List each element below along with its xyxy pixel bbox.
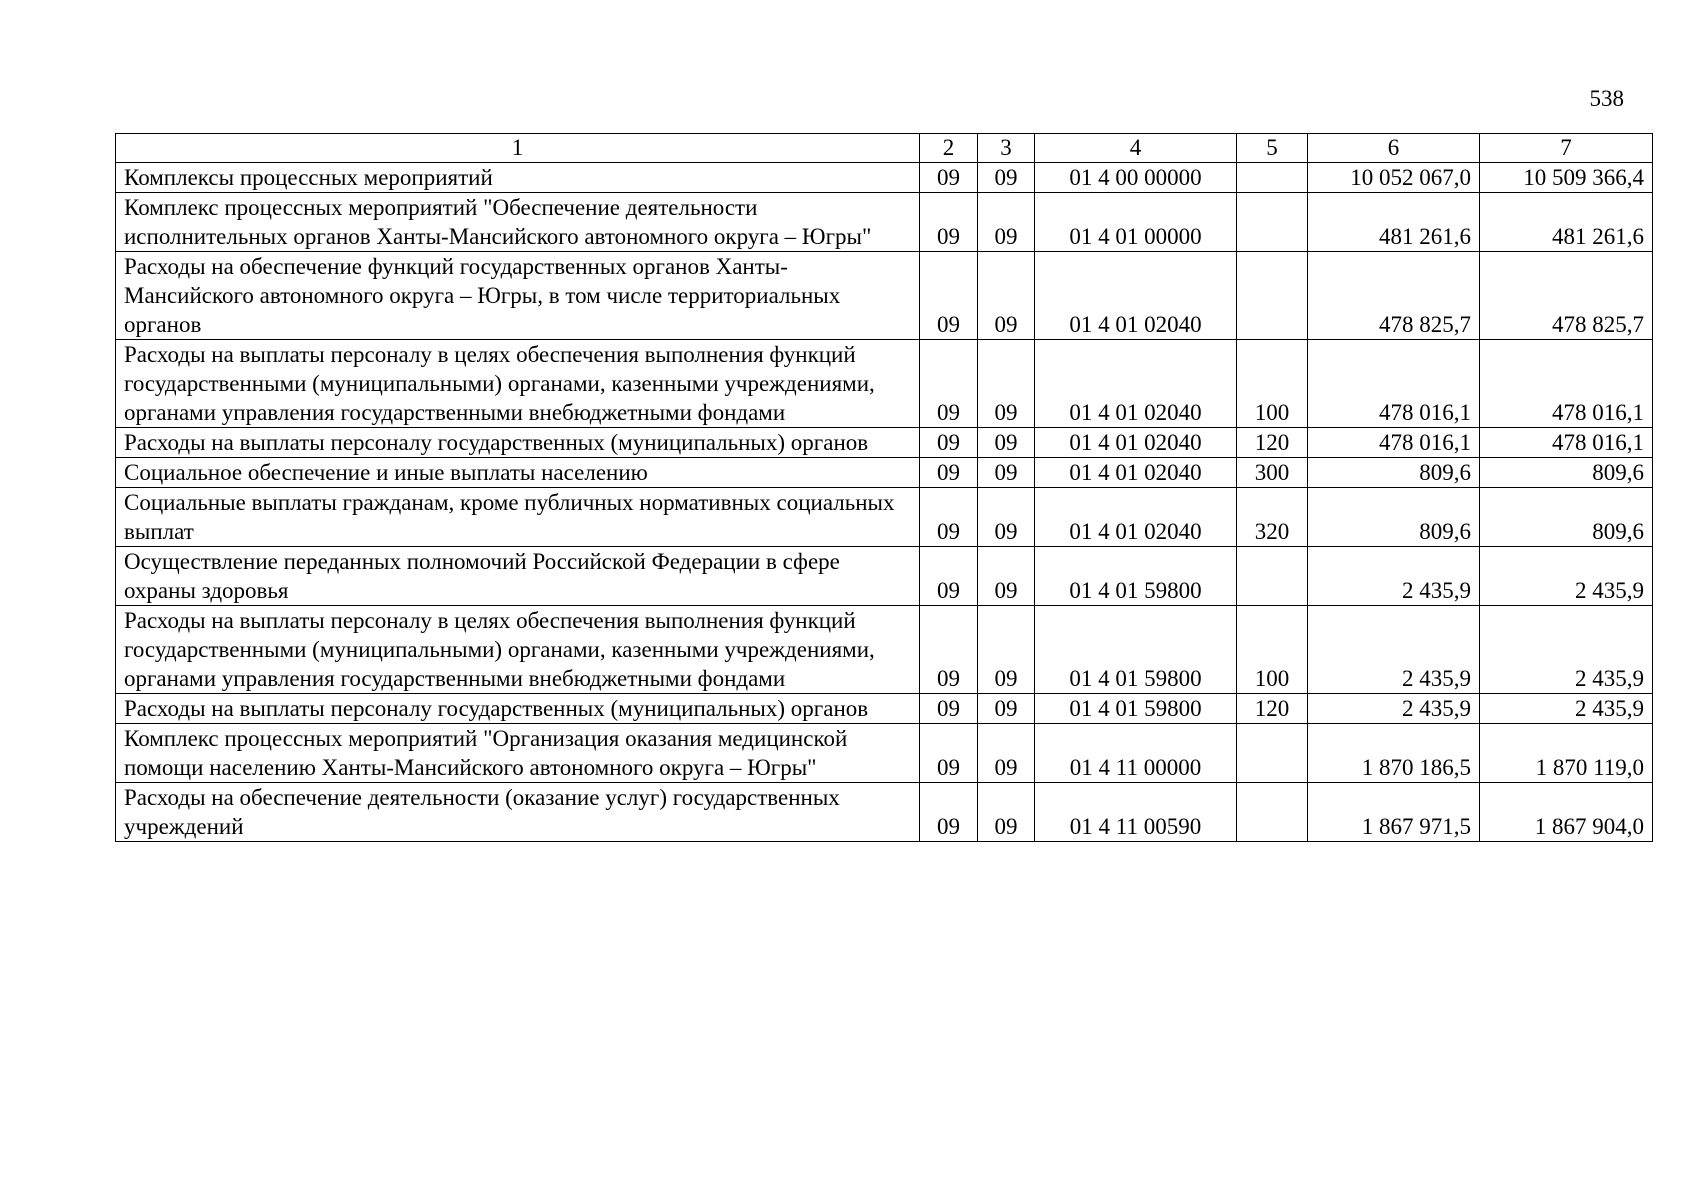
row-name-cell: Комплекс процессных мероприятий "Организация оказания медицинской помощи населению Ханты-Мансийского автономного округа – Югры" — [116, 724, 920, 783]
header-cell: 7 — [1480, 134, 1653, 163]
table-row — [116, 252, 1653, 340]
header-cell: 1 — [116, 134, 920, 163]
expense-type-cell: 120 — [1237, 428, 1308, 458]
row-name-cell: Социальные выплаты гражданам, кроме публичных нормативных социальных выплат — [116, 488, 920, 547]
amount-year2-cell: 809,6 — [1480, 488, 1653, 547]
target-article-cell: 01 4 00 00000 — [1035, 163, 1237, 193]
subsection-code-cell: 09 — [978, 458, 1035, 488]
section-code-cell: 09 — [920, 252, 978, 340]
target-article-cell: 01 4 01 59800 — [1035, 606, 1237, 694]
amount-year1-cell: 809,6 — [1308, 488, 1480, 547]
expense-type-cell — [1237, 547, 1308, 606]
table-row — [116, 340, 1653, 428]
table-row — [116, 694, 1653, 724]
amount-year1-cell: 1 867 971,5 — [1308, 783, 1480, 842]
header-row — [116, 134, 1653, 163]
subsection-code-cell: 09 — [978, 428, 1035, 458]
expense-type-cell — [1237, 724, 1308, 783]
header-cell: 6 — [1308, 134, 1480, 163]
subsection-code-cell: 09 — [978, 606, 1035, 694]
amount-year2-cell: 2 435,9 — [1480, 694, 1653, 724]
subsection-code-cell: 09 — [978, 252, 1035, 340]
row-name-cell: Комплекс процессных мероприятий "Обеспечение деятельности исполнительных органов Ханты-Мансийского автономного округа – Югры" — [116, 193, 920, 252]
target-article-cell: 01 4 01 00000 — [1035, 193, 1237, 252]
table-row — [116, 458, 1653, 488]
header-cell: 5 — [1237, 134, 1308, 163]
subsection-code-cell: 09 — [978, 783, 1035, 842]
table-row — [116, 783, 1653, 842]
expense-type-cell: 320 — [1237, 488, 1308, 547]
expense-type-cell: 100 — [1237, 606, 1308, 694]
target-article-cell: 01 4 01 02040 — [1035, 458, 1237, 488]
amount-year1-cell: 10 052 067,0 — [1308, 163, 1480, 193]
budget-table — [115, 133, 1653, 842]
target-article-cell: 01 4 01 02040 — [1035, 428, 1237, 458]
table-body — [116, 134, 1653, 842]
amount-year1-cell: 481 261,6 — [1308, 193, 1480, 252]
row-name-cell: Расходы на выплаты персоналу государственных (муниципальных) органов — [116, 428, 920, 458]
section-code-cell: 09 — [920, 606, 978, 694]
row-name-cell: Расходы на выплаты персоналу в целях обеспечения выполнения функций государственными (муниципальными) органами, казенными учреждениями, органами управления государственными внебюджетными фондами — [116, 340, 920, 428]
amount-year2-cell: 809,6 — [1480, 458, 1653, 488]
amount-year2-cell: 481 261,6 — [1480, 193, 1653, 252]
section-code-cell: 09 — [920, 694, 978, 724]
amount-year1-cell: 2 435,9 — [1308, 547, 1480, 606]
subsection-code-cell: 09 — [978, 340, 1035, 428]
target-article-cell: 01 4 11 00590 — [1035, 783, 1237, 842]
table-row — [116, 606, 1653, 694]
page-number: 538 — [1589, 86, 1624, 111]
amount-year1-cell: 478 016,1 — [1308, 428, 1480, 458]
row-name-cell: Социальное обеспечение и иные выплаты населению — [116, 458, 920, 488]
amount-year2-cell: 2 435,9 — [1480, 606, 1653, 694]
table-row — [116, 428, 1653, 458]
expense-type-cell: 300 — [1237, 458, 1308, 488]
subsection-code-cell: 09 — [978, 163, 1035, 193]
amount-year2-cell: 478 016,1 — [1480, 340, 1653, 428]
expense-type-cell: 120 — [1237, 694, 1308, 724]
expense-type-cell: 100 — [1237, 340, 1308, 428]
amount-year1-cell: 2 435,9 — [1308, 694, 1480, 724]
row-name-cell: Расходы на выплаты персоналу в целях обеспечения выполнения функций государственными (муниципальными) органами, казенными учреждениями, органами управления государственными внебюджетными фондами — [116, 606, 920, 694]
row-name-cell: Расходы на обеспечение функций государственных органов Ханты-Мансийского автономного округа – Югры, в том числе территориальных органов — [116, 252, 920, 340]
table-row — [116, 547, 1653, 606]
row-name-cell: Расходы на обеспечение деятельности (оказание услуг) государственных учреждений — [116, 783, 920, 842]
target-article-cell: 01 4 11 00000 — [1035, 724, 1237, 783]
section-code-cell: 09 — [920, 488, 978, 547]
section-code-cell: 09 — [920, 724, 978, 783]
amount-year2-cell: 2 435,9 — [1480, 547, 1653, 606]
expense-type-cell — [1237, 783, 1308, 842]
row-name-cell: Комплексы процессных мероприятий — [116, 163, 920, 193]
header-cell: 2 — [920, 134, 978, 163]
target-article-cell: 01 4 01 59800 — [1035, 547, 1237, 606]
table-row — [116, 163, 1653, 193]
amount-year1-cell: 2 435,9 — [1308, 606, 1480, 694]
amount-year2-cell: 1 870 119,0 — [1480, 724, 1653, 783]
expense-type-cell — [1237, 193, 1308, 252]
section-code-cell: 09 — [920, 547, 978, 606]
target-article-cell: 01 4 01 59800 — [1035, 694, 1237, 724]
target-article-cell: 01 4 01 02040 — [1035, 340, 1237, 428]
subsection-code-cell: 09 — [978, 193, 1035, 252]
header-cell: 3 — [978, 134, 1035, 163]
amount-year1-cell: 478 016,1 — [1308, 340, 1480, 428]
section-code-cell: 09 — [920, 428, 978, 458]
section-code-cell: 09 — [920, 193, 978, 252]
subsection-code-cell: 09 — [978, 694, 1035, 724]
amount-year2-cell: 1 867 904,0 — [1480, 783, 1653, 842]
subsection-code-cell: 09 — [978, 488, 1035, 547]
amount-year1-cell: 809,6 — [1308, 458, 1480, 488]
expense-type-cell — [1237, 252, 1308, 340]
section-code-cell: 09 — [920, 458, 978, 488]
subsection-code-cell: 09 — [978, 547, 1035, 606]
target-article-cell: 01 4 01 02040 — [1035, 252, 1237, 340]
row-name-cell: Осуществление переданных полномочий Российской Федерации в сфере охраны здоровья — [116, 547, 920, 606]
header-cell: 4 — [1035, 134, 1237, 163]
section-code-cell: 09 — [920, 163, 978, 193]
table-row — [116, 724, 1653, 783]
section-code-cell: 09 — [920, 340, 978, 428]
section-code-cell: 09 — [920, 783, 978, 842]
amount-year2-cell: 478 016,1 — [1480, 428, 1653, 458]
table-row — [116, 488, 1653, 547]
subsection-code-cell: 09 — [978, 724, 1035, 783]
target-article-cell: 01 4 01 02040 — [1035, 488, 1237, 547]
amount-year2-cell: 478 825,7 — [1480, 252, 1653, 340]
expense-type-cell — [1237, 163, 1308, 193]
amount-year1-cell: 1 870 186,5 — [1308, 724, 1480, 783]
table-row — [116, 193, 1653, 252]
row-name-cell: Расходы на выплаты персоналу государственных (муниципальных) органов — [116, 694, 920, 724]
amount-year1-cell: 478 825,7 — [1308, 252, 1480, 340]
amount-year2-cell: 10 509 366,4 — [1480, 163, 1653, 193]
